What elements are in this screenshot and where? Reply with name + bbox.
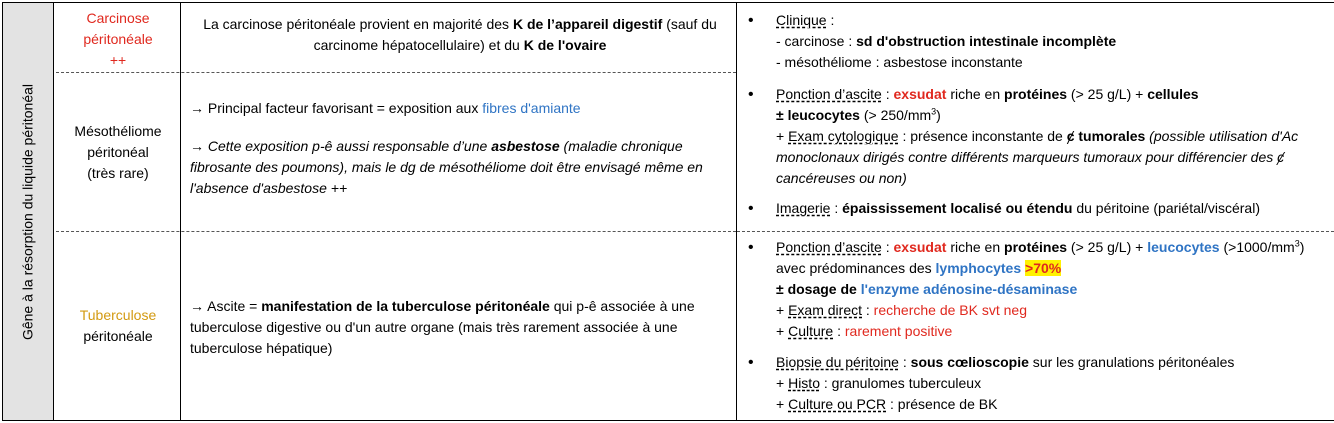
- tb-culture-pcr: Culture ou PCR: [788, 396, 887, 412]
- tb-percent-highlight: >70%: [1025, 260, 1062, 276]
- carcinose-description: [182, 14, 736, 56]
- leuco-b: (> 250/mm: [859, 107, 932, 123]
- clinique-item: [742, 10, 1330, 73]
- tb-h-a: +: [776, 375, 789, 391]
- carcinose-desc-b: K de l’appareil digestif: [512, 16, 663, 32]
- mesotheliome-title: [56, 121, 180, 184]
- tb-biopsie-heading: Biopsie du péritoine: [776, 354, 899, 370]
- imagerie-heading: Imagerie: [776, 200, 831, 216]
- tb-l3-a: ± dosage de: [776, 281, 861, 297]
- meso-p2-arrow: →: [190, 138, 208, 154]
- tuber-p-b: manifestation de la tuberculose péritonéale: [261, 298, 550, 314]
- tb-leucocytes: leucocytes: [1147, 239, 1220, 255]
- tb-h-b: : granulomes tuberculeux: [819, 375, 982, 391]
- right-top-block: [742, 10, 1334, 219]
- tb-c-a: +: [776, 396, 789, 412]
- tb-lymphocytes: lymphocytes: [935, 260, 1022, 276]
- meso-p1-b: fibres d'amiante: [482, 100, 581, 116]
- tb-l5-b: :: [833, 323, 845, 339]
- carcinose-title-line3: ++: [109, 52, 127, 68]
- tb-proteines: protéines: [1004, 239, 1068, 255]
- leuco-a: ± leucocytes: [776, 107, 860, 123]
- tb-ponction-heading: Ponction d’ascite: [776, 239, 882, 255]
- mesotheliome-title-line3: (très rare): [87, 165, 149, 181]
- carcinose-title-line2: péritonéale: [83, 31, 153, 47]
- tb-l2-a: avec prédominances des: [776, 260, 936, 276]
- mesotheliome-title-line1: Mésothéliome: [74, 123, 162, 139]
- ponction-item: [742, 84, 1330, 189]
- ponction-colon: :: [881, 86, 894, 102]
- ponction-cellules: cellules: [1147, 86, 1199, 102]
- clinique-colon: :: [826, 12, 835, 28]
- tb-p-sup: 3: [1294, 238, 1300, 249]
- imagerie-a: :: [830, 200, 843, 216]
- clinique-heading: Clinique: [776, 12, 827, 28]
- cyto-a: +: [776, 128, 789, 144]
- tb-b-b: sous cœlioscopie: [910, 354, 1029, 370]
- clinique-line1-b: sd d'obstruction intestinale incomplète: [856, 33, 1117, 49]
- mesotheliome-description: [182, 98, 736, 199]
- right-bottom-block: [742, 237, 1334, 415]
- row-divider-2: [56, 231, 736, 232]
- tb-p-c: (>1000/mm: [1219, 239, 1295, 255]
- tb-ponction-item: [742, 237, 1330, 342]
- cyto-b: : présence inconstante de: [898, 128, 1067, 144]
- meso-p2-a: Cette exposition p-ê aussi responsable d’une: [207, 138, 492, 154]
- col-divider-2: [736, 2, 737, 421]
- meso-p2-c: (maladie chronique fibrosante des poumons), mais le dg de mésothéliome doit être envisagé même en l'absence d'asbestose ++: [190, 138, 703, 196]
- tuberculose-title: [56, 305, 180, 347]
- tb-p-a: riche en: [946, 239, 1005, 255]
- tuber-p-a: → Ascite =: [190, 298, 262, 314]
- mesotheliome-point-2: [190, 136, 730, 199]
- tb-l4-a: +: [776, 302, 789, 318]
- side-header-label: Gêne à la résorption du liquide péritonéal: [19, 83, 36, 340]
- tb-exam-direct: Exam direct: [788, 302, 862, 318]
- tb-b-c: sur les granulations péritonéales: [1028, 354, 1235, 370]
- tb-l4-b: :: [862, 302, 874, 318]
- tb-l5-a: +: [776, 323, 789, 339]
- meso-p2-b: asbestose: [491, 138, 560, 154]
- leuco-sup: 3: [931, 106, 937, 117]
- tb-culture: Culture: [788, 323, 834, 339]
- ponction-b: (> 25 g/L) +: [1067, 86, 1148, 102]
- side-header-cell: [2, 2, 54, 421]
- mesotheliome-point-1: [190, 98, 730, 119]
- imagerie-c: du péritoine (pariétal/viscéral): [1072, 200, 1260, 216]
- tb-l3-b: l'enzyme adénosine-désaminase: [860, 281, 1078, 297]
- clinique-line1-a: - carcinose :: [776, 33, 857, 49]
- cyto-heading: Exam cytologique: [788, 128, 899, 144]
- tb-l4-c: recherche de BK svt neg: [873, 302, 1027, 318]
- meso-p1-a: → Principal facteur favorisant = exposition aux: [190, 100, 483, 116]
- ponction-proteines: protéines: [1004, 86, 1068, 102]
- carcinose-desc-c: (sauf du carcinome hépatocellulaire) et du: [313, 16, 717, 53]
- tuberculose-description: [182, 296, 736, 359]
- tb-p-colon: :: [881, 239, 894, 255]
- tuber-p-c: qui p-ê associée à une tuberculose digestive ou d'un autre organe (mais très rarement associée à une tuberculose hépatique): [190, 298, 695, 356]
- tb-c-b: : présence de BK: [886, 396, 998, 412]
- ponction-heading: Ponction d’ascite: [776, 86, 882, 102]
- ponction-exsudat: exsudat: [893, 86, 947, 102]
- tuberculose-title-line1: Tuberculose: [79, 307, 157, 323]
- ponction-a: riche en: [946, 86, 1005, 102]
- carcinose-desc-a: La carcinose péritonéale provient en majorité des: [203, 16, 513, 32]
- cyto-d: (possible utilisation d'Ac monoclonaux dirigés contre différents marqueurs tumoraux pour différencier des ȼ cancéreuses ou non): [776, 128, 1299, 186]
- clinique-line2: - mésothéliome : asbestose inconstante: [776, 54, 1023, 70]
- tb-exsudat: exsudat: [893, 239, 947, 255]
- tb-p-d: ): [1299, 239, 1305, 255]
- right-divider: [737, 231, 1334, 232]
- tb-l5-c: rarement positive: [844, 323, 953, 339]
- tb-p-b: (> 25 g/L) +: [1067, 239, 1148, 255]
- tb-histo: Histo: [788, 375, 820, 391]
- tb-biopsie-item: [742, 352, 1330, 415]
- carcinose-desc-d: K de l'ovaire: [523, 37, 607, 53]
- carcinose-title-line1: Carcinose: [86, 10, 150, 26]
- tuberculose-title-line2: péritonéale: [83, 328, 153, 344]
- imagerie-b: épaississement localisé ou étendu: [842, 200, 1073, 216]
- tb-b-a: :: [898, 354, 911, 370]
- cyto-c: ȼ tumorales: [1066, 128, 1146, 144]
- row-divider-1: [56, 72, 736, 73]
- col-divider-1: [180, 2, 181, 421]
- carcinose-title: [56, 8, 180, 71]
- mesotheliome-title-line2: péritonéal: [87, 144, 149, 160]
- imagerie-item: [742, 198, 1330, 219]
- leuco-c: ): [936, 107, 941, 123]
